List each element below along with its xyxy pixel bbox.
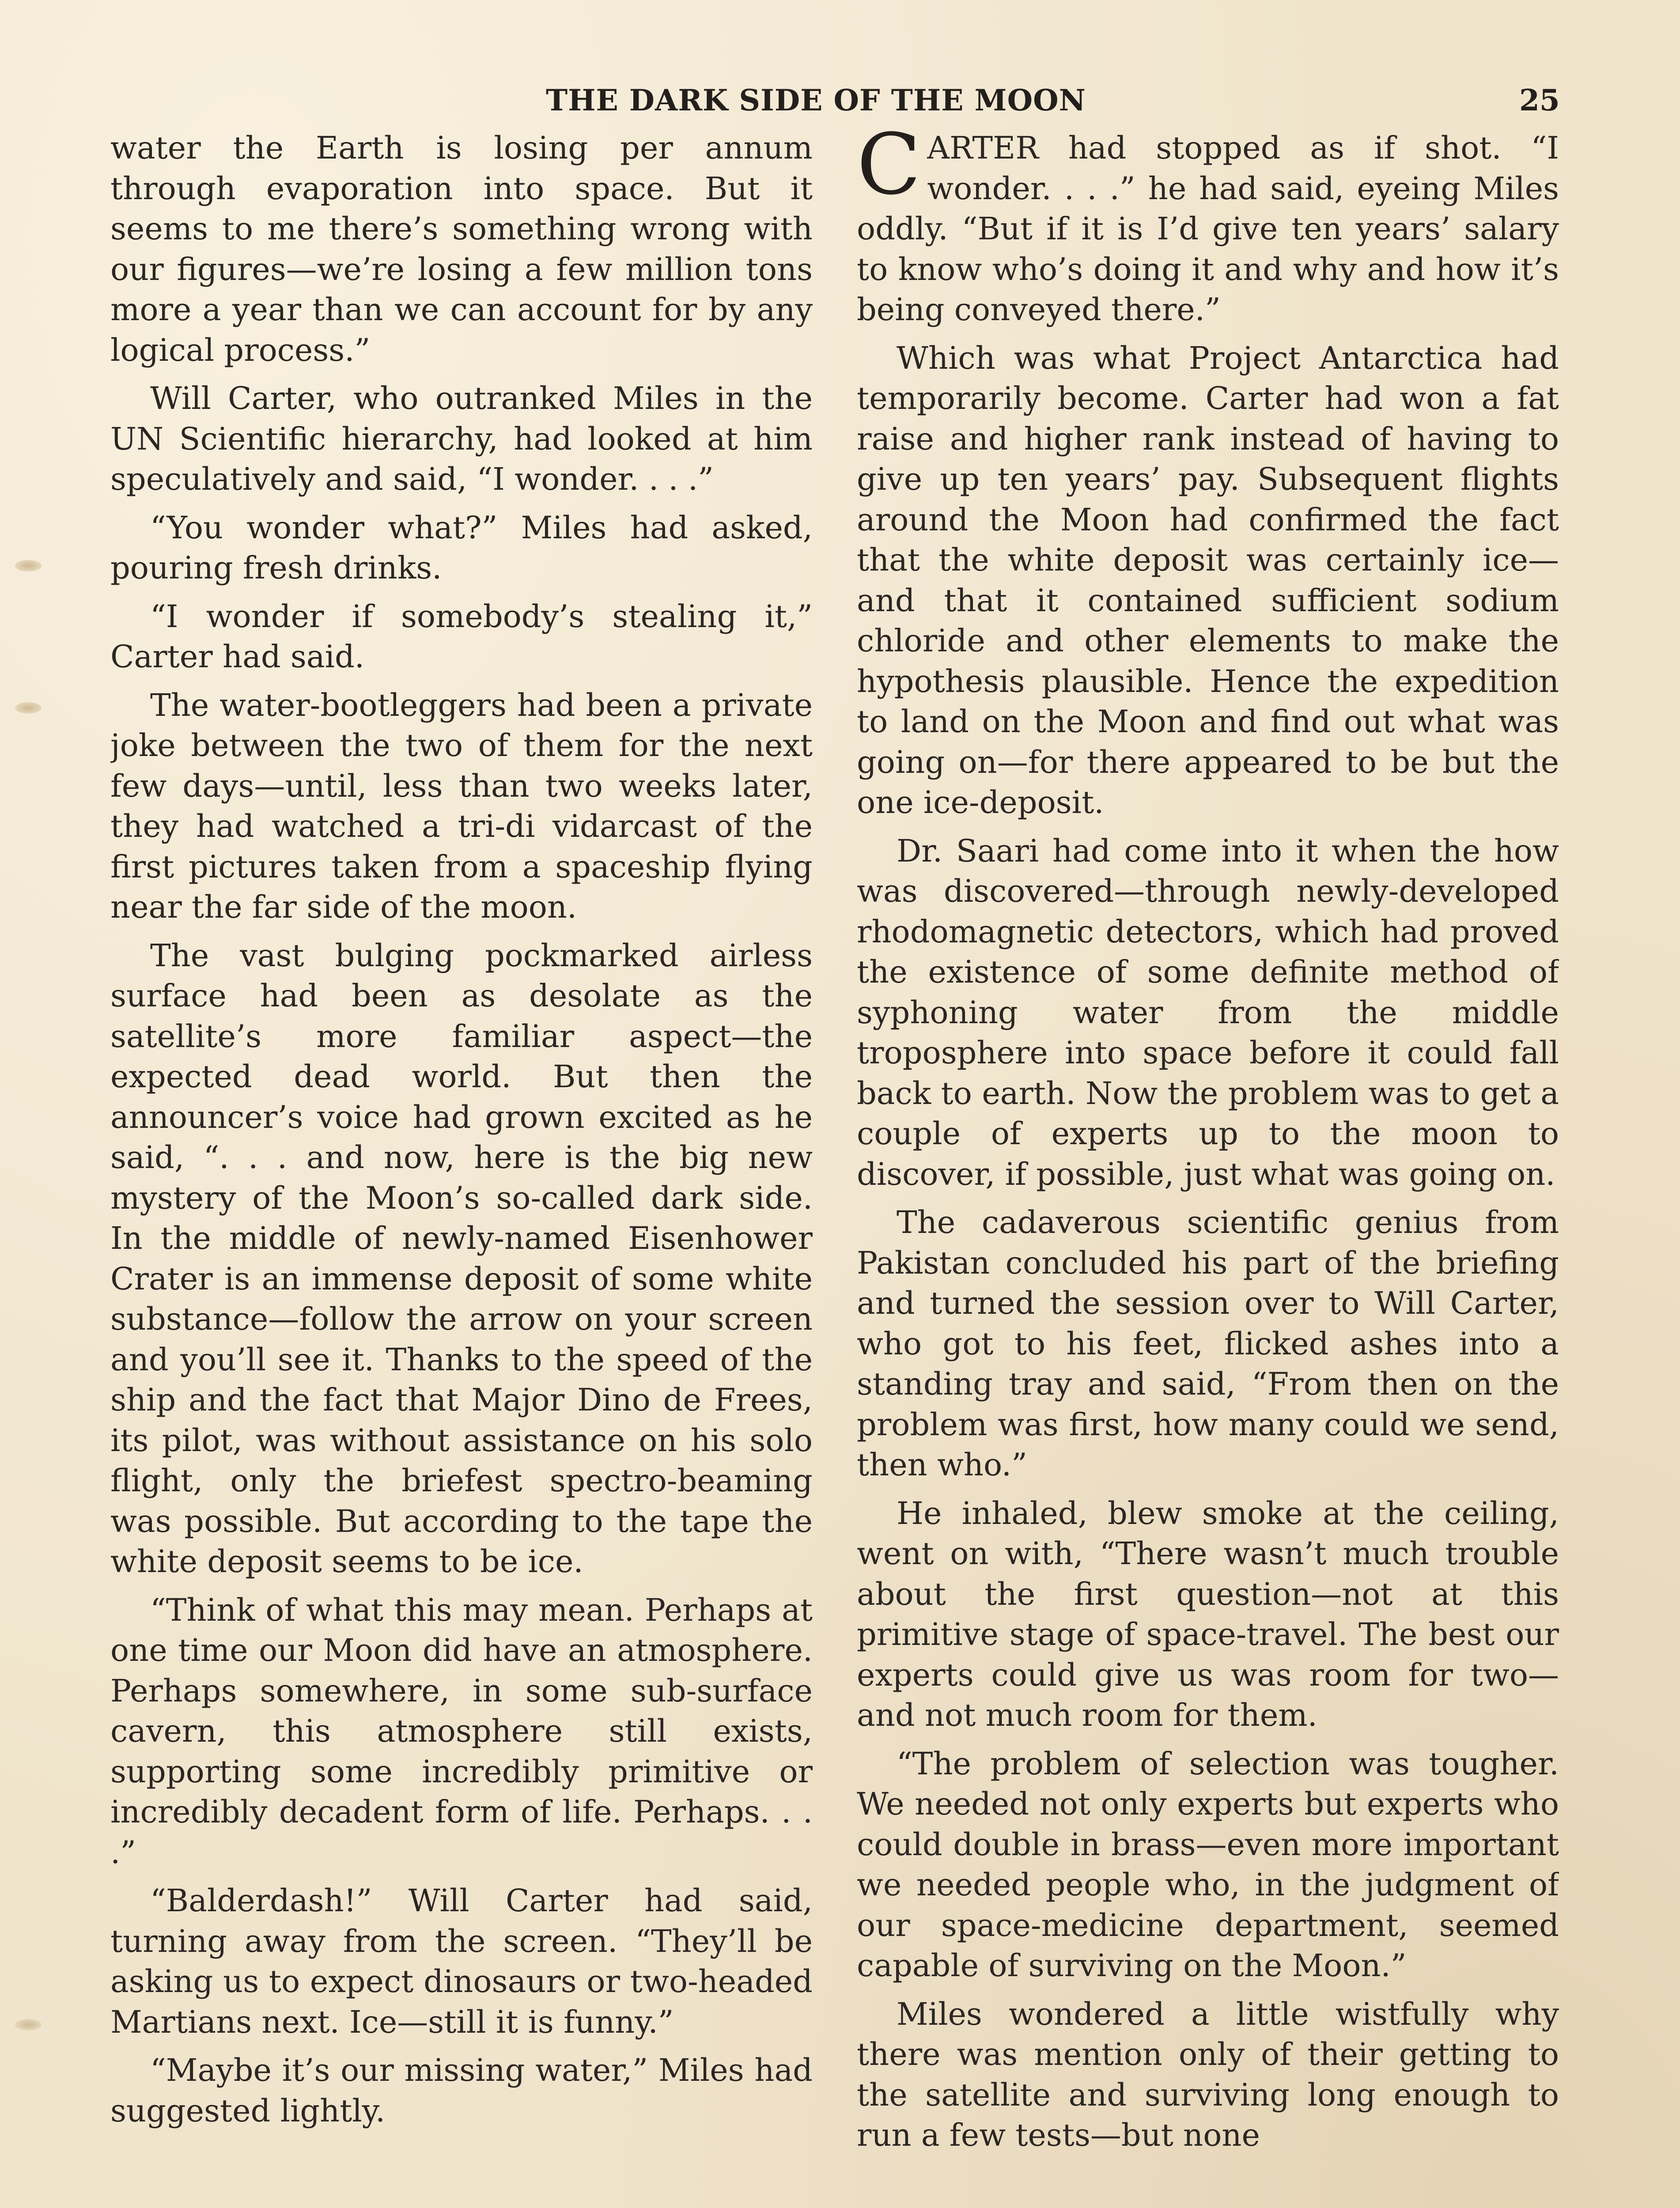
paragraph: “You wonder what?” Miles had asked, pouring fresh drinks. [110,509,813,586]
paragraph: “Balderdash!” Will Carter had said, turning away from the screen. “They’ll be asking us to expect dinosaurs or two-headed Martians next. Ice—still it is funny.” [110,1883,813,2040]
opening-paragraph-text: ARTER had stopped as if shot. “I wonder. . . .” he had said, eyeing Miles oddly. “But if it is I’d give ten years’ salary to know who’s doing it and why and how it’s being conveyed there.” [857,130,1559,328]
paragraph: Miles wondered a little wistfully why there was mention only of their getting to the satellite and surviving long enough to run a few tests—but none [857,1996,1559,2153]
paragraph: “I wonder if somebody’s stealing it,” Carter had said. [110,598,813,675]
paper-blemish [15,560,42,571]
right-text-column [857,128,1559,2208]
paragraph: “Think of what this may mean. Perhaps at one time our Moon did have an atmosphere. Perhaps somewhere, in some sub-surface cavern, this atmosphere still exists, supporting some incredibly primitive or incredibly decadent form of life. Perhaps. . . .” [110,1592,813,1871]
paragraph: “The problem of selection was tougher. We needed not only experts but experts who could double in brass—even more important we needed people who, in the judgment of our space-medicine department, seemed capable of surviving on the Moon.” [857,1745,1559,1984]
paragraph: Dr. Saari had come into it when the how was discovered—through newly-developed rhodomagnetic detectors, which had proved the existence of some definite method of syphoning water from the middle troposphere into space before it could fall back to earth. Now the problem was to get a couple of experts up to the moon to discover, if possible, just what was going on. [857,832,1559,1192]
drop-cap-letter: C [857,128,921,213]
paragraph: He inhaled, blew smoke at the ceiling, went on with, “There wasn’t much trouble about the first question—not at this primitive stage of space-travel. The best our experts could give us was room for two—and not much room for them. [857,1495,1559,1733]
paragraph: water the Earth is losing per annum through evaporation into space. But it seems to me there’s something wrong with our figures—we’re losing a few million tons more a year than we can account for by any logical process.” [110,130,813,368]
paper-blemish [15,2019,42,2030]
paragraph: The cadaverous scientific genius from Pakistan concluded his part of the briefing and turned the session over to Will Carter, who got to his feet, flicked ashes into a standing tray and said, “From then on the problem was first, how many could we send, then who.” [857,1204,1559,1483]
paper-blemish [15,702,42,714]
opening-paragraph [857,128,1559,330]
paragraph: Which was what Project Antarctica had temporarily become. Carter had won a fat raise and higher rank instead of having to give up ten years’ pay. Subsequent flights around the Moon had confirmed the fact that the white deposit was certainly ice—and that it contained sufficient sodium chloride and other elements to make the hypothesis plausible. Hence the expedition to land on the Moon and find out what was going on—for there appeared to be but the one ice-deposit. [857,340,1559,820]
left-text-column [110,128,813,2208]
running-header-title: THE DARK SIDE OF THE MOON [546,83,1086,117]
paragraph: Will Carter, who outranked Miles in the UN Scientific hierarchy, had looked at him speculatively and said, “I wonder. . . .” [110,380,813,497]
paragraph: The water-bootleggers had been a private joke between the two of them for the next few days—until, less than two weeks later, they had watched a tri-di vidarcast of the first pictures taken from a spaceship flying near the far side of the moon. [110,687,813,925]
paragraph: The vast bulging pockmarked airless surface had been as desolate as the satellite’s more familiar aspect—the expected dead world. But then the announcer’s voice had grown excited as he said, “. . . and now, here is the big new mystery of the Moon’s so-called dark side. In the middle of newly-named Eisenhower Crater is an immense deposit of some white substance—follow the arrow on your screen and you’ll see it. Thanks to the speed of the ship and the fact that Major Dino de Frees, its pilot, was without assistance on his solo flight, only the briefest spectro-beaming was possible. But according to the tape the white deposit seems to be ice. [110,937,813,1580]
page-number: 25 [1519,83,1560,117]
paragraph: “Maybe it’s our missing water,” Miles had suggested lightly. [110,2052,813,2129]
